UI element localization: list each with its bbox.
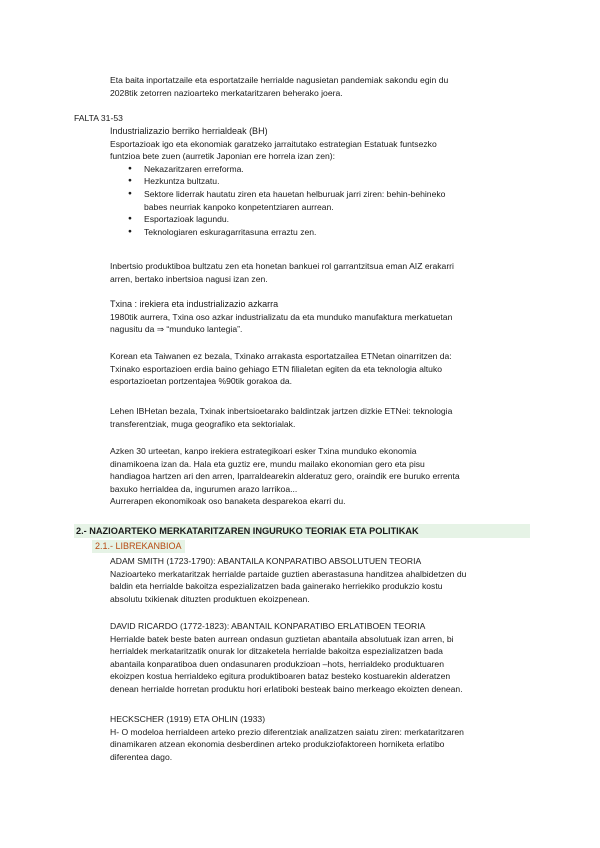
text-line: 1980tik aurrera, Txina oso azkar industrializatu da eta munduko manufaktura merkatuetan: [110, 311, 453, 322]
azken-paragraph: [110, 445, 525, 508]
ricardo-heading: DAVID RICARDO (1772-1823): ABANTAIL KONPARATIBO ERLATIBOEN TEORIA: [110, 621, 426, 631]
text-line: herrialdek merkataritzatik onurak lor ditzaketela herrialde bakoitza espezializatzen bada: [110, 646, 443, 657]
text-line: esportazioetan portzentajea %90tik gorakoa da.: [110, 376, 293, 387]
inbertsio-paragraph: [110, 260, 525, 285]
list-item: ● Teknologiaren eskuragarritasuna erraztu zen.: [110, 226, 525, 239]
subsection-heading: 2.1.- LIBREKANBIOA: [92, 540, 185, 553]
heckscher-section: [110, 713, 530, 763]
text-line: arren, bertako inbertsioa nagusi izan zen.: [110, 273, 268, 284]
text-line: nagusitu da ⇒ “munduko lantegia”.: [110, 324, 243, 335]
list-item: ● Nekazaritzaren erreforma.: [110, 163, 525, 176]
txina-section: [110, 298, 525, 336]
text-line: denean herrialde horretan produktu hori erlatiboki besteak baino merkeago ekoizten denean.: [110, 683, 463, 694]
text-line: Aurrerapen ekonomikoak oso banaketa desparekoa ekarri du.: [110, 496, 346, 507]
text-line: Eta baita inportatzaile eta esportatzaile herrialde nagusietan pandemiak sakondu egin du: [110, 75, 449, 85]
text-line: ekoizpen kostua herrialdeko egitura produktiboaren bataz besteko kostuarekin alderatzen: [110, 671, 451, 682]
text-line: funtzioa bete zuen (aurretik Japonian ere horrela izan zen):: [110, 151, 336, 162]
text-line: absolutu txikienak dituzten produktuen ekoizpenean.: [110, 593, 310, 604]
text-line: transferentziak, muga geografiko eta sektorialak.: [110, 418, 296, 429]
korea-paragraph: [110, 350, 525, 388]
text-line: diferentea dago.: [110, 751, 173, 762]
lehen-paragraph: [110, 405, 525, 430]
text-line: Esportazioak igo eta ekonomiak garatzeko jarraitutako estrategian Estatuak funtsezko: [110, 138, 437, 149]
text-line: baxuko herrialdea da, ingurumen arazo larrikoa...: [110, 483, 298, 494]
txina-heading: Txina : irekiera eta industrializazio azkarra: [110, 299, 279, 309]
bh-bullet-list: [110, 163, 525, 239]
text-line: Korean eta Taiwanen ez bezala, Txinako arrakasta esportatzailea ETNetan oinarritzen da:: [110, 351, 452, 361]
text-line: Inbertsio produktiboa bultzatu zen eta honetan bankuei rol garrantzitsua eman AIZ erakarri: [110, 261, 454, 271]
text-line: dinamikoena izan da. Hala eta guztiz ere, mundu mailako ekonomian gero eta pisu: [110, 458, 425, 469]
list-item: ● Sektore liderrak hautatu ziren eta hauetan helburuak jarri ziren: behin-behineko babes neurriak kanpoko konpetentziaren aurrean.: [110, 188, 525, 213]
text-line: abantaila konparatiboa duen ondasunaren produkzioan –hots, herrialdeko produktuaren: [110, 658, 444, 669]
heckscher-heading: HECKSCHER (1919) ETA OHLIN (1933): [110, 714, 266, 724]
text-line: Herrialde batek beste baten aurrean ondasun guztietan abantaila absolutuak izan arren, bi: [110, 633, 454, 644]
text-line: Lehen IBHetan bezala, Txinak inbertsioetarako baldintzak jartzen dizkie ETNei: teknologia: [110, 406, 453, 416]
text-line: H- O modeloa herrialdeen arteko prezio diferentziak analizatzen saiatu ziren: merkataritzaren: [110, 726, 464, 737]
intro-paragraph: [110, 74, 525, 99]
text-line: dinamikaren atzean ekonomia desberdinen arteko produkziofaktoreen horniketa erlatibo: [110, 739, 445, 750]
text-line: Txinako esportazioen erdia baino gehiago ETN filialetan egiten da eta teknologia altuko: [110, 363, 443, 374]
text-line: handiagoa hartzen ari den arren, Iparraldearekin alderatuz gero, oraindik ere buruko errenta: [110, 471, 460, 482]
ricardo-section: [110, 620, 530, 696]
bh-section: [110, 125, 525, 238]
missing-pages-note: FALTA 31-53: [74, 113, 123, 123]
list-item: ● Esportazioak lagundu.: [110, 213, 525, 226]
text-line: 2028tik zetorren nazioarteko merkataritzaren beherako joera.: [110, 87, 343, 98]
bh-heading: Industrializazio berriko herrialdeak (BH): [110, 126, 268, 136]
list-item: ● Hezkuntza bultzatu.: [110, 175, 525, 188]
text-line: baldin eta herrialde bakoitza espezializatzen bada gainerako herriekiko produkzio kostu: [110, 581, 443, 592]
section-heading: 2.- NAZIOARTEKO MERKATARITZAREN INGURUKO TEORIAK ETA POLITIKAK: [74, 524, 530, 538]
text-line: Azken 30 urteetan, kanpo irekiera estrategikoari esker Txina munduko ekonomia: [110, 446, 417, 456]
smith-section: [110, 555, 530, 605]
smith-heading: ADAM SMITH (1723-1790): ABANTAILA KONPARATIBO ABSOLUTUEN TEORIA: [110, 556, 422, 566]
text-line: Nazioarteko merkataritzak herrialde partaide guztien aberastasuna handitzea ahalbidetzen du: [110, 568, 467, 579]
